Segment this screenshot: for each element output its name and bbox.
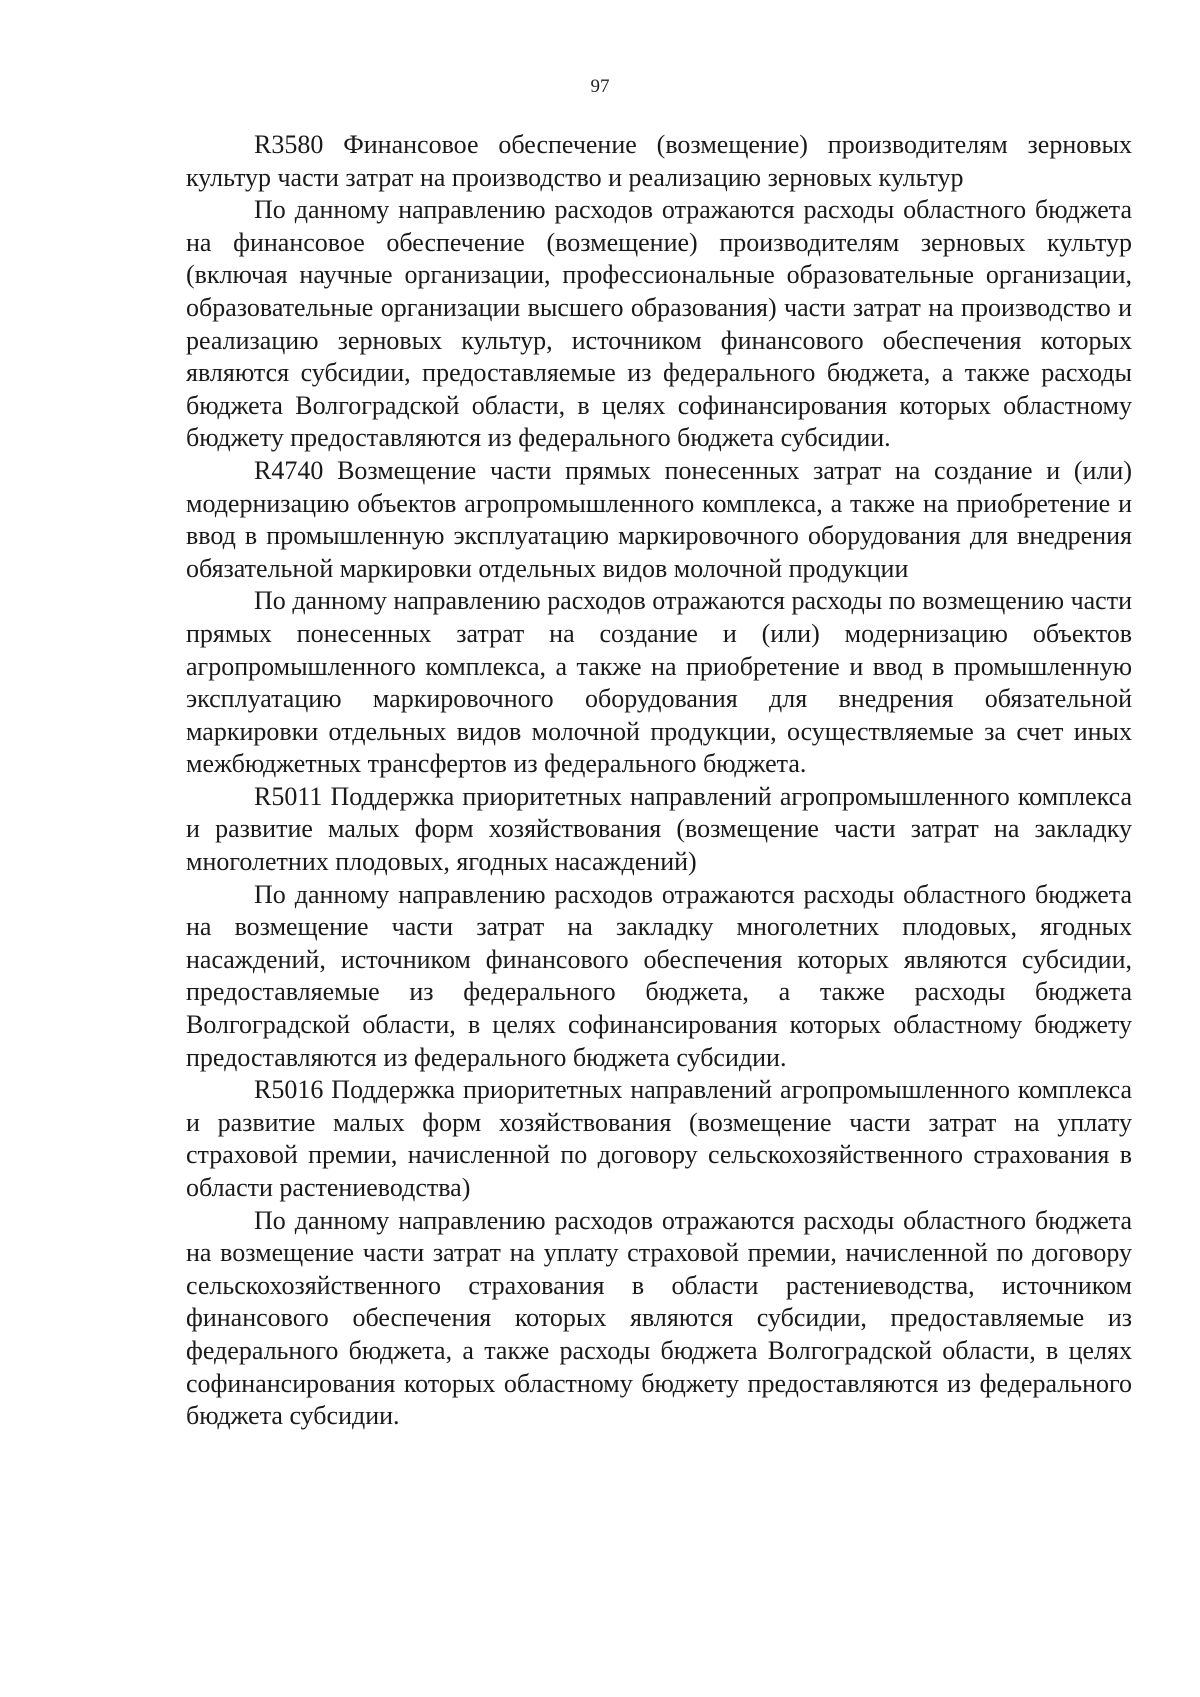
paragraph-r5016-description: По данному направлению расходов отражаются расходы областного бюджета на возмещение части затрат на уплату страховой премии, начисленной по договору сельскохозяйственного страхования в области растениеводства, источником финансового обеспечения которых являются субсидии, предоставляемые из федерального бюджета, а также расходы бюджета Волгоградской области, в целях софинансирования которых областному бюджету предоставляются из федерального бюджета субсидии. [186,1205,1132,1431]
paragraph-r5011-title: R5011 Поддержка приоритетных направлений агропромышленного комплекса и развитие малых форм хозяйствования (возмещение части затрат на закладку многолетних плодовых, ягодных насаждений) [186,781,1132,877]
paragraph-r4740-title: R4740 Возмещение части прямых понесенных затрат на создание и (или) модернизацию объектов агропромышленного комплекса, а также на приобретение и ввод в промышленную эксплуатацию маркировочного оборудования для внедрения обязательной маркировки отдельных видов молочной продукции [186,455,1132,583]
paragraph-r5011-description: По данному направлению расходов отражаются расходы областного бюджета на возмещение части затрат на закладку многолетних плодовых, ягодных насаждений, источником финансового обеспечения которых являются субсидии, предоставляемые из федерального бюджета, а также расходы бюджета Волгоградской области, в целях софинансирования которых областному бюджету предоставляются из федерального бюджета субсидии. [186,879,1132,1072]
paragraph-r4740-description: По данному направлению расходов отражаются расходы по возмещению части прямых понесенных затрат на создание и (или) модернизацию объектов агропромышленного комплекса, а также на приобретение и ввод в промышленную эксплуатацию маркировочного оборудования для внедрения обязательной маркировки отдельных видов молочной продукции, осуществляемые за счет иных межбюджетных трансфертов из федерального бюджета. [186,586,1132,779]
paragraph-r3580-title: R3580 Финансовое обеспечение (возмещение) производителям зерновых культур части затрат на производство и реализацию зерновых культур [186,130,1132,192]
document-body [186,129,1132,1433]
page-number: 97 [590,76,610,97]
paragraph-r5016-title: R5016 Поддержка приоритетных направлений агропромышленного комплекса и развитие малых форм хозяйствования (возмещение части затрат на уплату страховой премии, начисленной по договору сельскохозяйственного страхования в области растениеводства) [186,1075,1132,1202]
paragraph-r3580-description: По данному направлению расходов отражаются расходы областного бюджета на финансовое обеспечение (возмещение) производителям зерновых культур (включая научные организации, профессиональные образовательные организации, образовательные организации высшего образования) части затрат на производство и реализацию зерновых культур, источником финансового обеспечения которых являются субсидии, предоставляемые из федерального бюджета, а также расходы бюджета Волгоградской области, в целях софинансирования которых областному бюджету предоставляются из федерального бюджета субсидии. [186,195,1132,453]
